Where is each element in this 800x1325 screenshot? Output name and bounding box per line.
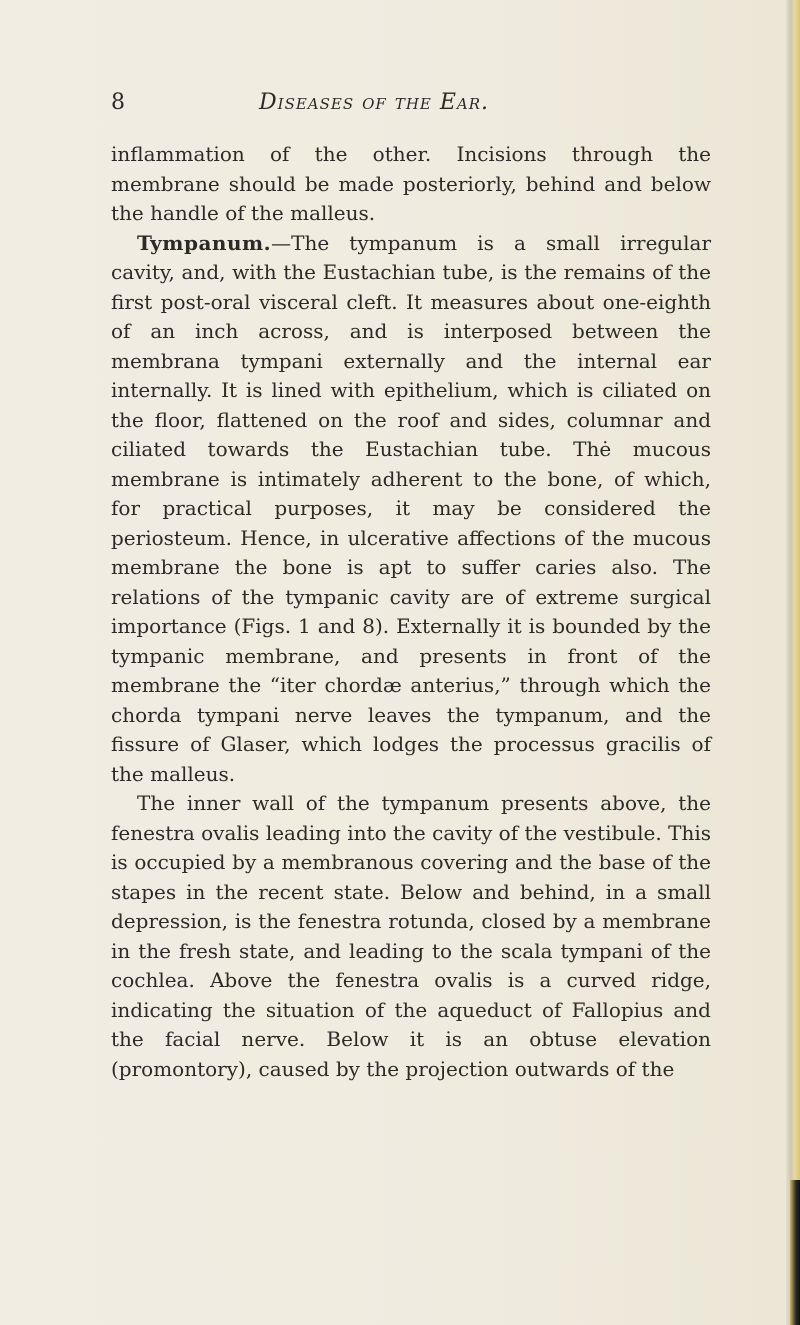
page-content: [111, 86, 711, 1084]
page-number: 8: [111, 90, 125, 115]
paragraph-3: [111, 789, 711, 1084]
paragraph-3-text: The inner wall of the tympanum presents above, the fenestra ovalis leading into the cavity of the vestibule. This is occupied by a membranous covering and the base of the stapes in the recent state. Below and behind, in a small depression, is the fenestra rotunda, closed by a membrane in the fresh state, and leading to the scala tympani of the cochlea. Above the fenestra ovalis is a curved ridge, indicating the situation of the aqueduct of Fallopius and the facial nerve. Below it is an obtuse elevation (promontory), caused by the projection outwards of the: [111, 791, 711, 1081]
running-title: Diseases of the Ear.: [259, 90, 490, 115]
paragraph-1: [111, 140, 711, 229]
section-heading-tympanum: Tympanum.: [137, 230, 272, 255]
page-edge-shadow: [790, 1180, 800, 1325]
page-header: [111, 86, 711, 126]
paragraph-2: [111, 229, 711, 790]
page-edge: [786, 0, 800, 1325]
paragraph-2-text: —The tympanum is a small irregular cavity, and, with the Eustachian tube, is the remains of the first post-oral visceral cleft. It measures about one-eighth of an inch across, and is interposed between the membrana tympani externally and the internal ear internally. It is lined with epithelium, which is ciliated on the floor, flattened on the roof and sides, columnar and ciliated towards the Eustachian tube. Thė mucous membrane is intimately adherent to the bone, of which, for practical purposes, it may be considered the periosteum. Hence, in ulcerative affections of the mucous membrane the bone is apt to suffer caries also. The relations of the tympanic cavity are of extreme surgical importance (Figs. 1 and 8). Externally it is bounded by the tympanic membrane, and presents in front of the membrane the “iter chordæ anterius,” through which the chorda tympani nerve leaves the tympanum, and the fissure of Glaser, which lodges the processus gracilis of the malleus.: [111, 230, 711, 786]
paragraph-1-text: inflammation of the other. Incisions through the membrane should be made posteriorly, behind and below the handle of the malleus.: [111, 142, 711, 225]
